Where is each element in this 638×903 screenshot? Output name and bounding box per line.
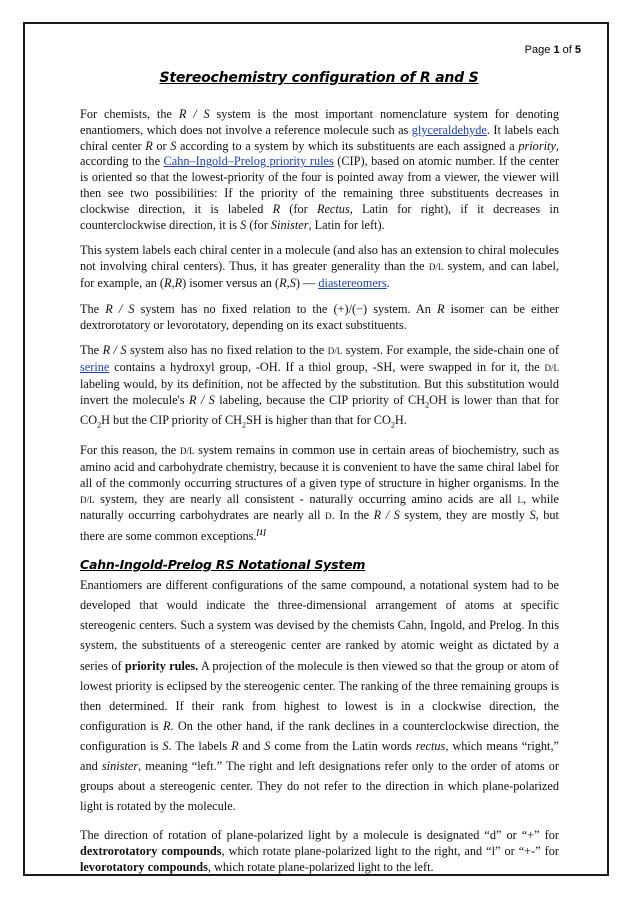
paragraph-rs-intro: For chemists, the R / S system is the most important nomenclature system for denoting enantiomers, which does not involve a reference molecule such as glyceraldehyde. It labels each chiral center R or S according to a system by which its substituents are each assigned a priority, according to the Cahn–Ingold–Prelog priority rules (CIP), based on atomic number. If the center is oriented so that the lowest-priority of the four is pointed away from a viewer, the viewer will then see two possibilities: If the priority of the remaining three substituents decreases in clockwise direction, it is labeled R (for Rectus, Latin for right), if it decreases in counterclockwise direction, it is S (for Sinister, Latin for left). xyxy=(80,107,560,232)
paragraph-cip-system: Enantiomers are different configurations of the same compound, a notational system had to be developed that would indicate the three-dimensional arrangement of atoms at specific stereogenic centers. Such a system was devised by the chemists Cahn, Ingold, and Prelog. In this system, the substituents of a stereogenic center are ranked by atomic weight as dictated by a series of priority rules. A projection of the molecule is then viewed so that the group or atom of lowest priority is eclipsed by the stereogenic center. The ranking of the three remaining groups is then determined. If their rank from highest to lowest is in a clockwise direction, the configuration is R. On the other hand, if the rank declines in a counterclockwise direction, the configuration is S. The labels R and S come from the Latin words rectus, which means “right,” and sinister, meaning “left.” The right and left designations refer only to the order of atoms or groups about a stereogenic center. They do not refer to the direction in which plane-polarized light is rotated by the molecule. xyxy=(80,578,559,814)
document-title: Stereochemistry configuration of R and S xyxy=(159,70,479,86)
paragraph-rotation-direction: The direction of rotation of plane-polarized light by a molecule is designated “d” or “+” for dextrorotatory compounds, which rotate plane-polarized light to the right, and “l” or “+-” for levorotatory compounds, which rotate plane-polarized light to the left. xyxy=(80,828,559,874)
glyceraldehyde-link[interactable]: glyceraldehyde xyxy=(411,122,487,137)
reference-marker[interactable]: [1] xyxy=(256,528,266,538)
serine-link[interactable]: serine xyxy=(80,360,110,375)
paragraph-biochemistry-usage: For this reason, the D/L system remains in common use in certain areas of biochemistry, such as amino acid and carbohydrate chemistry, because it is convenient to have the same chiral label for all of the commonly occurring structures of a given type of structure in higher organisms. In the D/L system, they are nearly all consistent - naturally occurring amino acids are all L, while naturally occurring carbohydrates are nearly all D. In the R / S system, they are mostly S, but there are some common exceptions.[1] xyxy=(80,443,559,544)
cip-rules-link[interactable]: Cahn–Ingold–Prelog priority rules xyxy=(163,154,334,169)
paragraph-optical-rotation: The R / S system has no fixed relation to the (+)/(−) system. An R isomer can be either dextrorotatory or levorotatory, depending on its exact substituents. xyxy=(80,301,560,332)
diastereomers-link[interactable]: diastereomers xyxy=(318,275,387,290)
section-heading: Cahn-Ingold-Prelog RS Notational System xyxy=(80,557,366,573)
document-body xyxy=(80,107,559,886)
paragraph-serine-example: The R / S system also has no fixed relation to the D/L system. For example, the side-chain one of serine contains a hydroxyl group, -OH. If a thiol group, -SH, were swapped in for it, the D/L labeling would, by its definition, not be affected by the substitution. But this substitution would invert the molecule's R / S labeling, because the CIP priority of $CH_2OH$ is lower than that for $CO_2H$ but the CIP priority of $CH_2SH$ is higher than that for $CO_2H$. xyxy=(80,343,560,430)
page-number: Page 1 of 5 xyxy=(524,44,581,56)
paragraph-chiral-centers: This system labels each chiral center in a molecule (and also has an extension to chiral molecules not involving chiral centers). Thus, it has greater generality than the D/L system, and can label, for example, an (R,R) isomer versus an (R,S) — diastereomers. xyxy=(80,243,559,290)
